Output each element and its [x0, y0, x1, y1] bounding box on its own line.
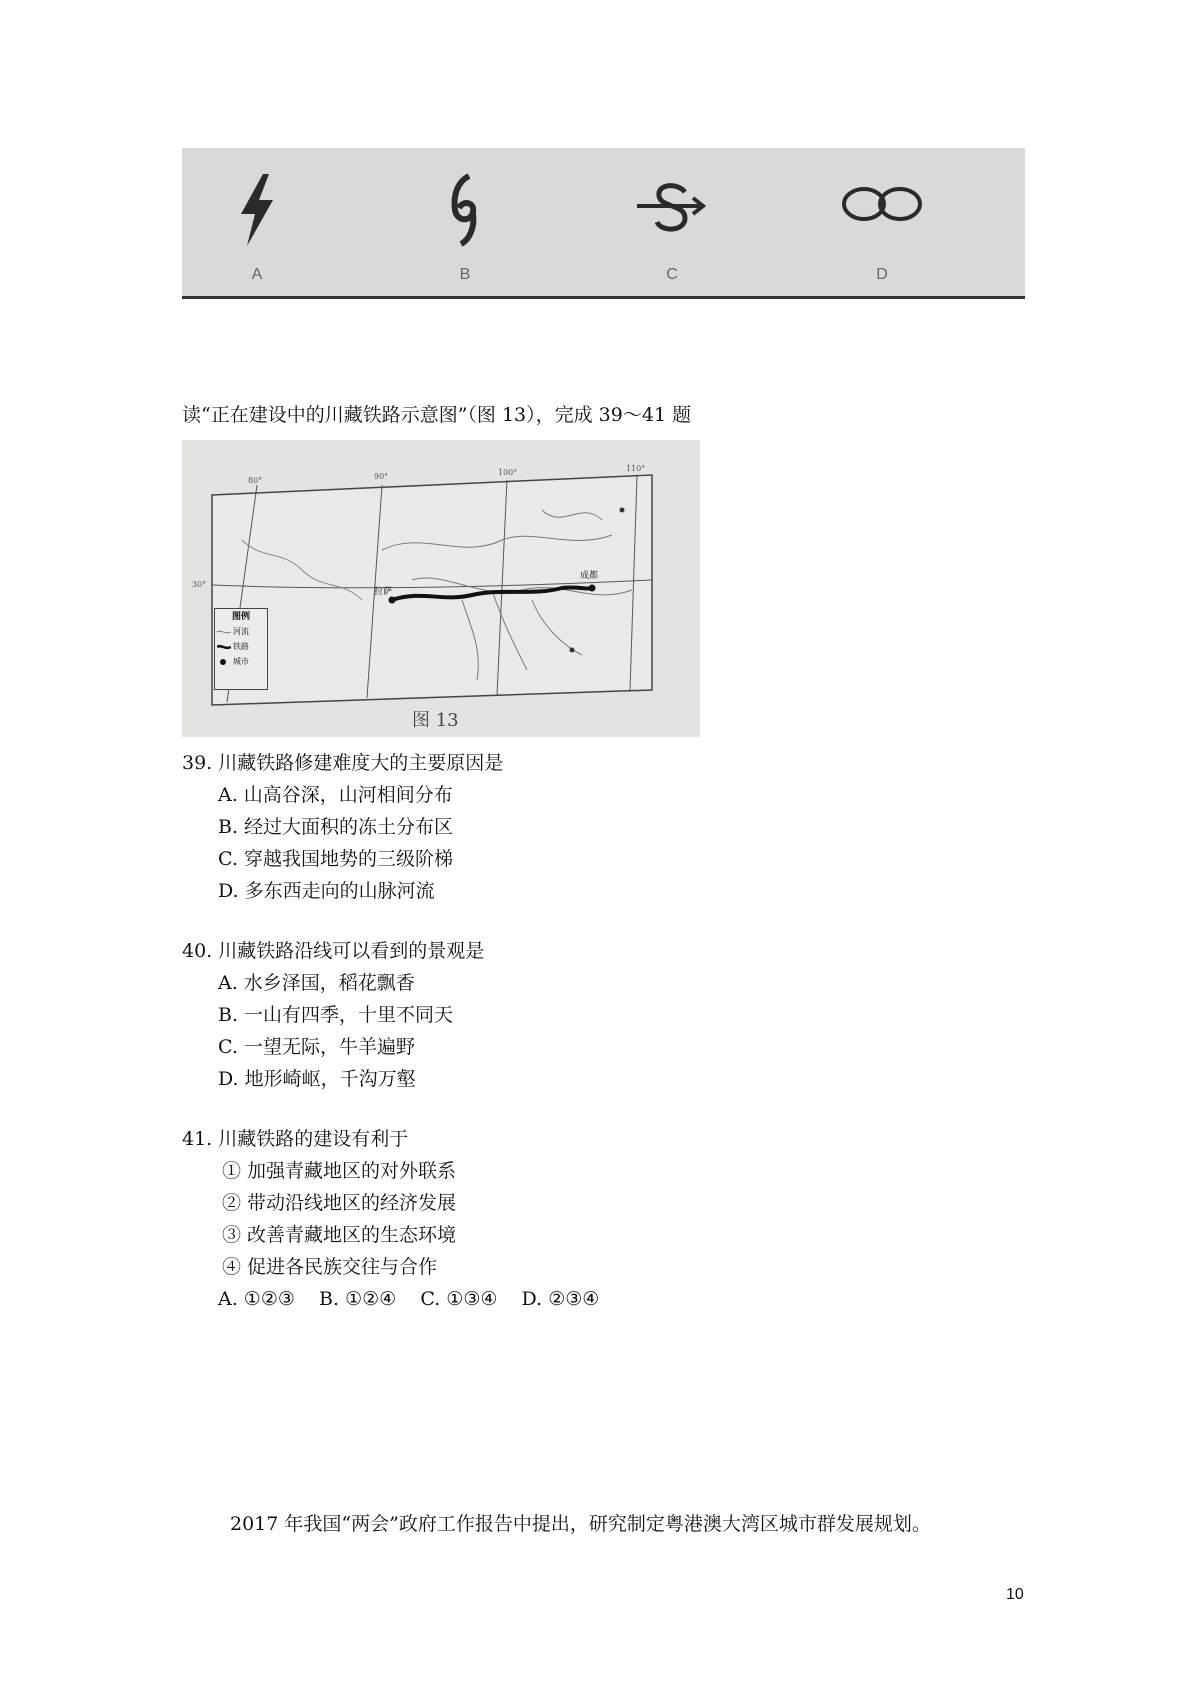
legend-title: 图例 [231, 612, 250, 622]
question-41-stem: 41. 川藏铁路的建设有利于 [182, 1128, 409, 1150]
map-caption: 图 13 [412, 710, 459, 731]
next-section-intro: 2017 年我国“两会”政府工作报告中提出，研究制定粤港澳大湾区城市群发展规划。 [230, 1513, 931, 1535]
page-number: 10 [1006, 1586, 1024, 1603]
legend-label: 城市 [233, 657, 249, 666]
intro-text: 读“正在建设中的川藏铁路示意图”（图 13），完成 39～41 题 [182, 404, 692, 426]
longitude-label: 80° [248, 476, 263, 485]
longitude-label: 90° [374, 472, 389, 481]
symbol-label-a: A [251, 266, 263, 283]
question-40-option: C. 一望无际，牛羊遍野 [218, 1036, 415, 1058]
lightning-icon [207, 170, 307, 250]
legend-label: 河流 [233, 627, 249, 636]
question-40-option: B. 一山有四季，十里不同天 [218, 1004, 454, 1026]
map-city-label: 成都 [580, 571, 599, 581]
longitude-label: 110° [626, 464, 646, 473]
symbol-label-c: C [666, 266, 678, 283]
legend-item-river [215, 626, 267, 637]
sandstorm-icon [622, 170, 722, 250]
question-39-stem: 39. 川藏铁路修建难度大的主要原因是 [182, 752, 504, 774]
question-39-option: C. 穿越我国地势的三级阶梯 [218, 848, 453, 870]
question-40-option: A. 水乡泽国，稻花飘香 [218, 972, 415, 994]
longitude-label: 100° [498, 468, 518, 477]
legend-label: 铁路 [233, 642, 249, 651]
railway-map [182, 440, 700, 737]
map-city-label: 拉萨 [374, 587, 393, 597]
weather-symbols-strip [182, 148, 1025, 299]
question-41-item: ④ 促进各民族交往与合作 [222, 1256, 438, 1278]
question-41-item: ② 带动沿线地区的经济发展 [222, 1192, 457, 1214]
legend-item-railway [215, 641, 267, 652]
question-39-option: B. 经过大面积的冻土分布区 [218, 816, 454, 838]
typhoon-icon [415, 170, 515, 250]
question-40-option: D. 地形崎岖，千沟万壑 [218, 1068, 416, 1090]
question-41-answers: A. ①②③ B. ①②④ C. ①③④ D. ②③④ [218, 1288, 600, 1310]
question-41-item: ③ 改善青藏地区的生态环境 [222, 1224, 457, 1246]
symbol-label-d: D [876, 266, 888, 283]
map-legend [214, 608, 268, 690]
question-40-stem: 40. 川藏铁路沿线可以看到的景观是 [182, 940, 485, 962]
legend-item-city [215, 656, 267, 667]
question-39-option: A. 山高谷深，山河相间分布 [218, 784, 453, 806]
latitude-label: 30° [192, 580, 207, 589]
symbol-label-b: B [459, 266, 471, 283]
question-41-item: ① 加强青藏地区的对外联系 [222, 1160, 457, 1182]
question-39-option: D. 多东西走向的山脉河流 [218, 880, 435, 902]
haze-icon [832, 170, 932, 250]
